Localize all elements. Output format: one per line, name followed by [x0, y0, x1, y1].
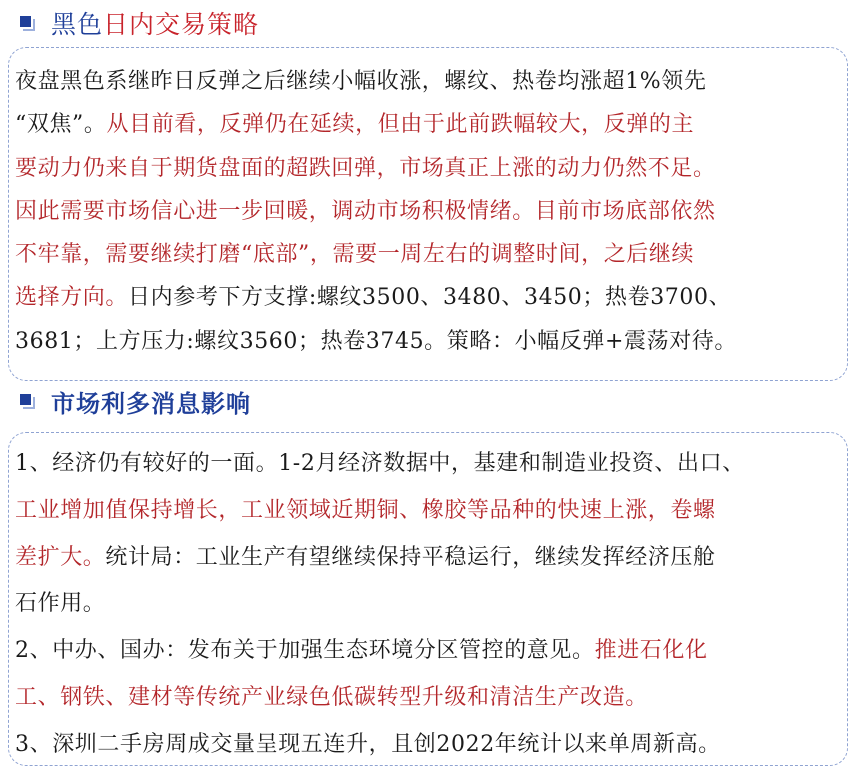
square-bullet-icon [20, 16, 35, 31]
text-segment: 要动力仍来自于期货盘面的超跌回弹，市场真正上涨的动力仍然不足。 [15, 155, 716, 181]
text-segment: 从目前看，反弹仍在延续，但由于此前跌幅较大，反弹的主 [106, 112, 695, 138]
section-header-1 [20, 6, 259, 40]
text-segment: 夜盘黑色系继昨日反弹之后继续小幅收涨，螺纹、热卷均涨超1%领先 [15, 69, 707, 94]
text-line [15, 190, 845, 233]
text-line [15, 441, 845, 488]
text-line [15, 103, 845, 146]
text-segment: 3681；上方压力:螺纹3560；热卷3745。策略：小幅反弹+震荡对待。 [15, 328, 738, 354]
text-segment: 推进石化化 [594, 638, 708, 664]
text-line [15, 60, 845, 103]
text-segment: 石作用。 [15, 591, 106, 617]
text-segment: 工、钢铁、建材等传统产业绿色低碳转型升级和清洁生产改造。 [15, 684, 648, 710]
text-line [15, 276, 845, 319]
text-segment: “双焦”。 [15, 112, 107, 138]
text-line [15, 581, 845, 628]
text-segment: 日内参考下方支撑:螺纹3500、3480、3450；热卷3700、 [128, 285, 732, 311]
section-title-1 [51, 5, 259, 41]
text-line [15, 628, 845, 675]
text-line [15, 147, 845, 190]
text-line [15, 675, 845, 722]
section-title-1-part2: 日内交易策略 [103, 10, 260, 39]
strategy-paragraph [15, 60, 845, 363]
text-segment: 工业增加值保持增长，工业领域近期铜、橡胶等品种的快速上涨，卷螺 [15, 497, 716, 523]
section-title-2: 市场利多消息影响 [51, 389, 251, 418]
text-line [15, 233, 845, 276]
text-segment: 1、经济仍有较好的一面。1-2月经济数据中，基建和制造业投资、出口、 [15, 451, 745, 476]
text-line [15, 722, 845, 769]
text-line [15, 535, 845, 582]
section-title-1-part1: 黑色 [51, 10, 104, 39]
text-line [15, 488, 845, 535]
text-segment: 2、中办、国办：发布关于加强生态环境分区管控的意见。 [15, 638, 595, 664]
text-line [15, 320, 845, 363]
text-segment: 3、深圳二手房周成交量呈现五连升，且创2022年统计以来单周新高。 [15, 731, 721, 757]
text-segment: 不牢靠，需要继续打磨“底部”，需要一周左右的调整时间，之后继续 [15, 242, 695, 268]
text-segment: 选择方向。 [15, 285, 129, 311]
text-segment: 因此需要市场信心进一步回暖，调动市场积极情绪。目前市场底部依然 [15, 198, 716, 224]
news-paragraph [15, 441, 845, 769]
section-header-2 [20, 384, 251, 418]
text-segment: 统计局：工业生产有望继续保持平稳运行，继续发挥经济压舱 [105, 544, 716, 570]
square-bullet-icon [20, 394, 35, 409]
text-segment: 差扩大。 [15, 544, 106, 570]
